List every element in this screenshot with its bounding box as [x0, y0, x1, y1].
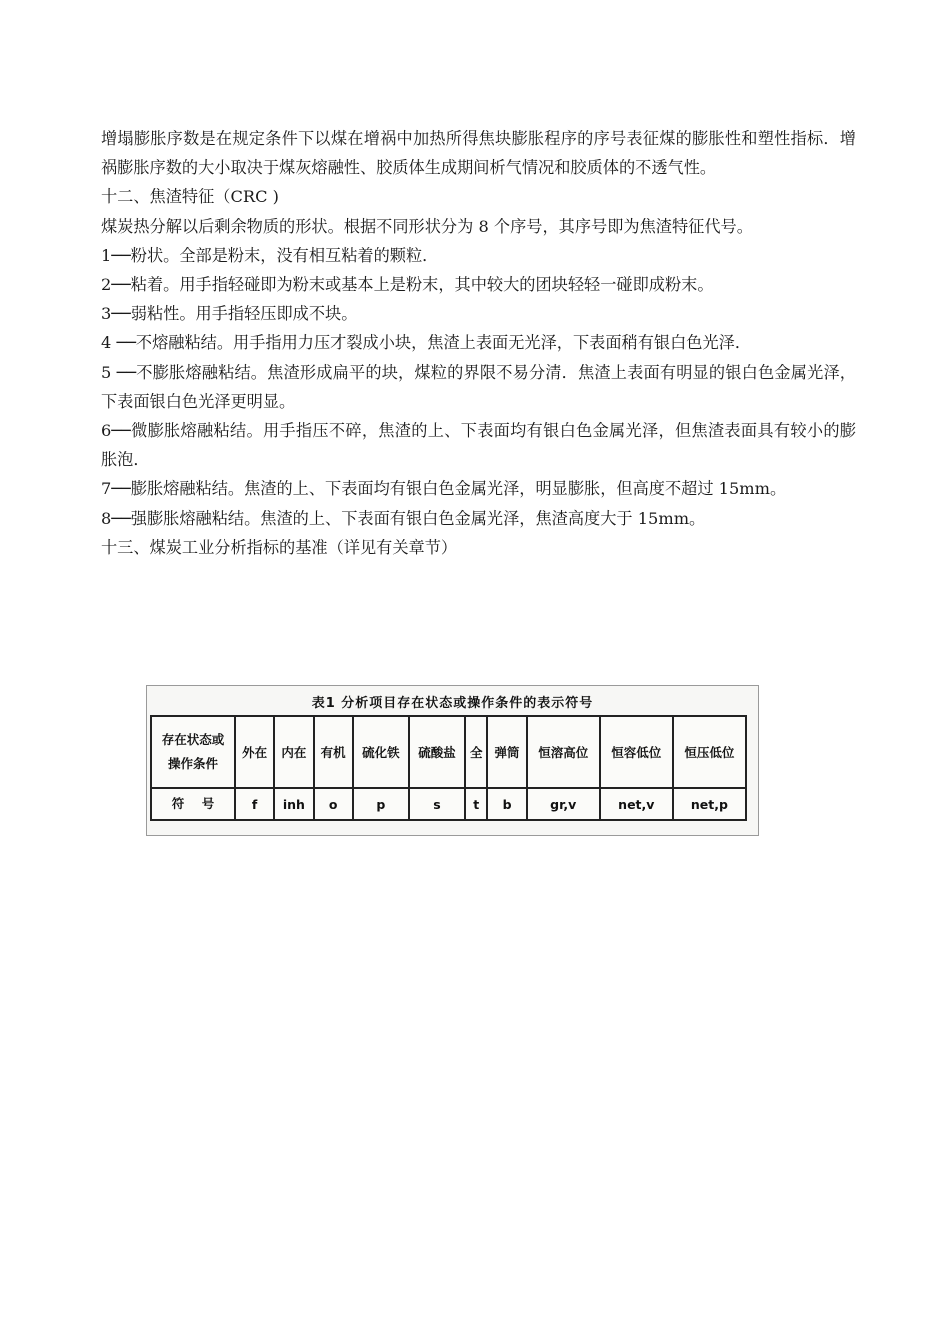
symbol-cell: f [235, 788, 274, 820]
row-header-condition [151, 716, 235, 788]
symbol-cell: net,p [673, 788, 746, 820]
header-cell: 外在 [235, 716, 274, 788]
table-header-row [151, 716, 746, 788]
crc-item-4: 4 ──不熔融粘结。用手指用力压才裂成小块，焦渣上表面无光泽，下表面稍有银白色光泽． [101, 333, 752, 353]
row-header-line-2: 操作条件 [167, 756, 218, 771]
header-cell: 硫酸盐 [409, 716, 465, 788]
header-cell: 硫化铁 [353, 716, 409, 788]
crc-item-6: 6──微膨胀熔融粘结。用手指压不碎，焦渣的上、下表面均有银白色金属光泽，但焦渣表面具有较小的膨胀泡． [101, 421, 856, 470]
symbol-cell: o [314, 788, 353, 820]
crc-item-1: 1──粉状。全部是粉末，没有相互粘着的颗粒． [101, 245, 439, 265]
crc-item-8: 8──强膨胀熔融粘结。焦渣的上、下表面有银白色金属光泽，焦渣高度大于 15mm。 [101, 508, 706, 528]
symbol-cell: inh [274, 788, 313, 820]
table-figure [146, 685, 759, 836]
symbol-cell: gr,v [527, 788, 600, 820]
header-cell: 恒容低位 [600, 716, 673, 788]
header-cell: 有机 [314, 716, 353, 788]
symbol-cell: s [409, 788, 465, 820]
paragraph-swelling-index: 增塌膨胀序数是在规定条件下以煤在增祸中加热所得焦块膨胀程序的序号表征煤的膨胀性和塑性指标．增祸膨胀序数的大小取决于煤灰熔融性、胶质体生成期间析气情况和胶质体的不透气性。 [101, 129, 856, 178]
crc-item-2: 2──粘着。用手指轻碰即为粉末或基本上是粉末，其中较大的团块轻轻一碰即成粉末。 [101, 275, 714, 295]
header-cell: 全 [465, 716, 487, 788]
row-header-symbol: 符 号 [151, 788, 235, 820]
header-cell: 恒压低位 [673, 716, 746, 788]
document-body [101, 124, 856, 562]
table-caption: 表1 分析项目存在状态或操作条件的表示符号 [311, 696, 594, 711]
symbol-cell: t [465, 788, 487, 820]
crc-item-7: 7──膨胀熔融粘结。焦渣的上、下表面均有银白色金属光泽，明显膨胀，但高度不超过 15mm。 [101, 479, 787, 499]
symbol-cell: b [487, 788, 526, 820]
crc-item-3: 3──弱粘性。用手指轻压即成不块。 [101, 304, 358, 324]
section-heading-crc: 十二、焦渣特征（CRC ) [101, 187, 279, 207]
paragraph-crc-definition: 煤炭热分解以后剩余物质的形状。根据不同形状分为 8 个序号，其序号即为焦渣特征代号。 [101, 216, 753, 236]
symbol-cell: p [353, 788, 409, 820]
table-symbol-row [151, 788, 746, 820]
header-cell: 内在 [274, 716, 313, 788]
row-header-line-1: 存在状态或 [161, 732, 225, 747]
symbols-table [150, 715, 747, 821]
crc-item-5: 5 ──不膨胀熔融粘结。焦渣形成扁平的块，煤粒的界限不易分清．焦渣上表面有明显的银白色金属光泽，下表面银白色光泽更明显。 [101, 362, 856, 411]
symbol-cell: net,v [600, 788, 673, 820]
header-cell: 恒溶高位 [527, 716, 600, 788]
section-heading-basis: 十三、煤炭工业分析指标的基准（详见有关章节） [101, 537, 458, 557]
header-cell: 弹筒 [487, 716, 526, 788]
